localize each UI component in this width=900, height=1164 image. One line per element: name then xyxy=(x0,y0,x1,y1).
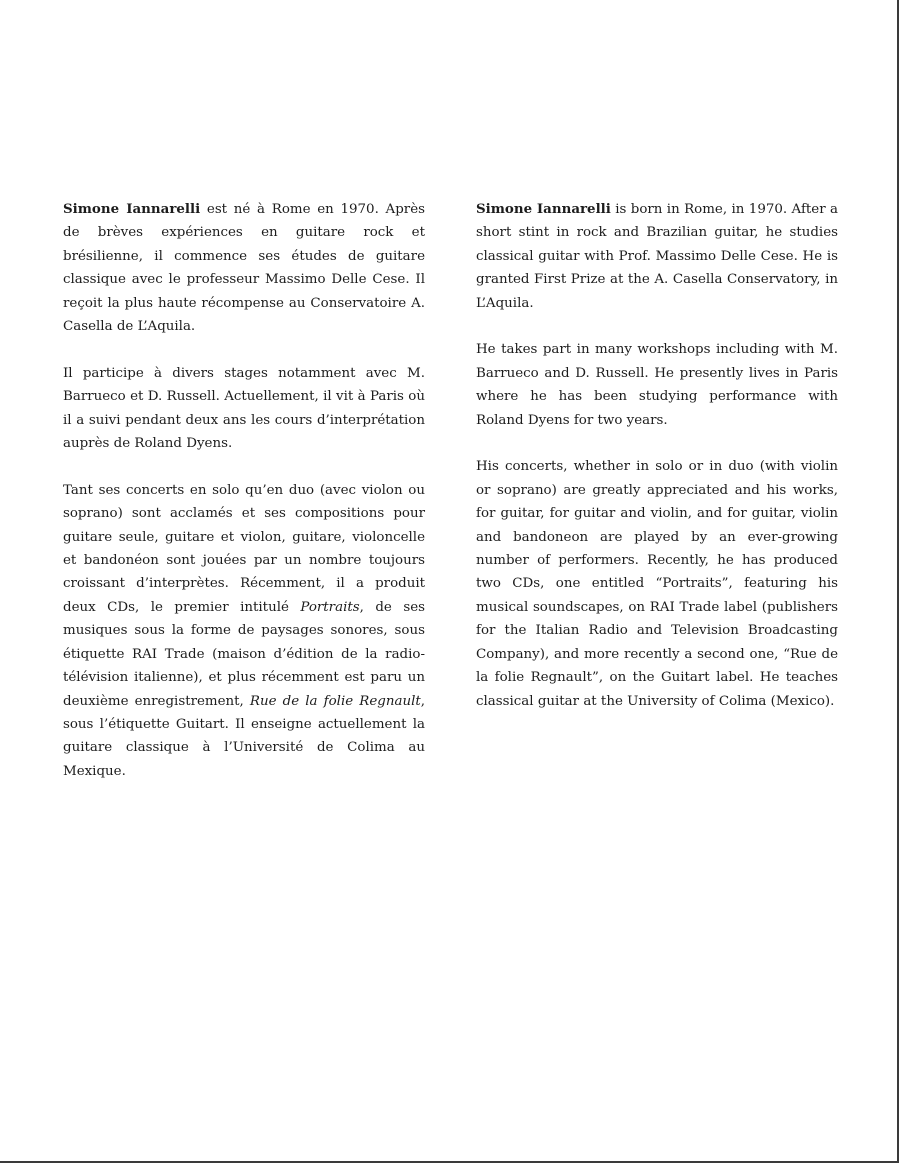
english-paragraph-3: His concerts, whether in solo or in duo (with violin or soprano) are greatly appreciated and his works, for guitar, for guitar and violin, and for guitar, violin and bandoneon are played by an ever-growing number of performers. Recently, he has produced two CDs, one entitled “Portraits”, featuring his musical soundscapes, on RAI Trade label (publishers for the Italian Radio and Television Broadcasting Company), and more recently a second one, “Rue de la folie Regnault”, on the Guitart label. He teaches classical guitar at the University of Colima (Mexico). xyxy=(476,459,838,709)
english-paragraph-1 xyxy=(476,198,838,315)
french-paragraph-3-part-a: Tant ses concerts en solo qu’en duo (avec violon ou soprano) sont acclamés et ses compositions pour guitare seule, guitare et violon, guitare, violoncelle et bandonéon sont jouées par un nombre toujours croissant d’interprètes. Récemment, il a produit deux CDs, le premier intitulé xyxy=(63,482,425,615)
french-paragraph-1 xyxy=(63,198,425,338)
french-paragraph-1-text: est né à Rome en 1970. Après de brèves expériences en guitare rock et brésilienne, il commence ses études de guitare classique avec le professeur Massimo Delle Cese. Il reçoit la plus haute récompense au Conservatoire A. Casella de L’Aquila. xyxy=(63,202,425,335)
french-paragraph-2: Il participe à divers stages notamment avec M. Barrueco et D. Russell. Actuellement, il vit à Paris où il a suivi pendant deux ans les cours d’interprétation auprès de Roland Dyens. xyxy=(63,365,425,452)
album-title-rue-de-la-folie-regnault: Rue de la folie Regnault xyxy=(249,693,421,709)
french-paragraph-3 xyxy=(63,479,425,783)
french-paragraph-3-part-b: , de ses musiques sous la forme de paysages sonores, sous étiquette RAI Trade (maison d’édition de la radio-télévision italienne), et plus récemment est paru un deuxième enregistrement, xyxy=(63,599,425,709)
artist-name: Simone Iannarelli xyxy=(63,201,201,217)
english-biography-column xyxy=(476,198,838,736)
french-biography-column xyxy=(63,198,425,807)
english-paragraph-2: He takes part in many workshops including with M. Barrueco and D. Russell. He presently lives in Paris where he has been studying performance with Roland Dyens for two years. xyxy=(476,342,838,428)
english-paragraph-1-text: is born in Rome, in 1970. After a short stint in rock and Brazilian guitar, he studies classical guitar with Prof. Massimo Delle Cese. He is granted First Prize at the A. Casella Conservatory, in L’Aquila. xyxy=(476,202,838,311)
french-paragraph-3-part-c: , sous l’étiquette Guitart. Il enseigne actuellement la guitare classique à l’Université de Colima au Mexique. xyxy=(63,693,425,779)
album-title-portraits: Portraits xyxy=(300,599,360,615)
artist-name: Simone Iannarelli xyxy=(476,201,611,217)
